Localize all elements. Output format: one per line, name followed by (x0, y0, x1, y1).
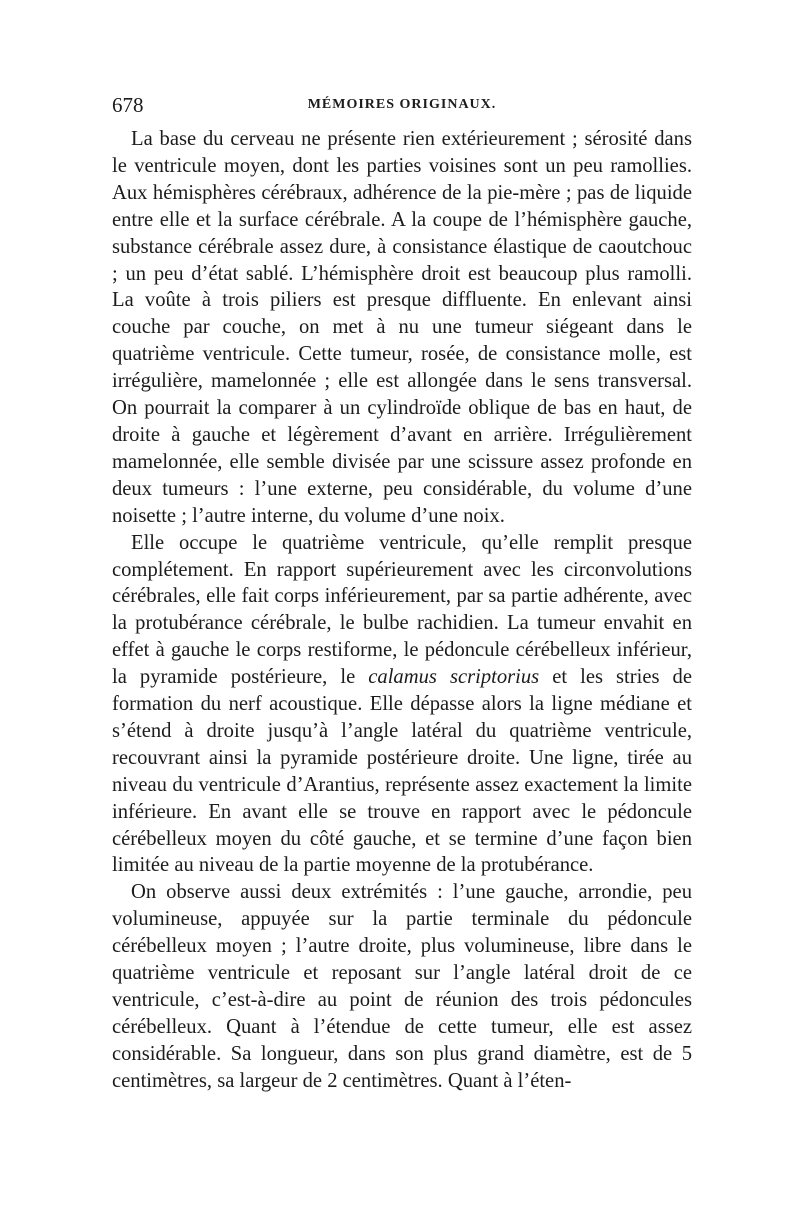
paragraph-3: On observe aussi deux extrémités : l’une gauche, arrondie, peu volumineuse, appuyée sur la partie terminale du pédoncule cérébelleux moyen ; l’autre droite, plus volumineuse, libre dans le quatrième ventricule et reposant sur l’angle latéral droit de ce ventricule, c’est-à-dire au point de réunion des trois pédoncules cérébelleux. Quant à l’étendue de cette tumeur, elle est assez considérable. Sa longueur, dans son plus grand diamètre, est de 5 centimètres, sa largeur de 2 centimètres. Quant à l’éten- (112, 881, 692, 1092)
body-text (112, 126, 692, 1095)
paragraph-2-text-after: et les stries de formation du nerf acoustique. Elle dépasse alors la ligne médiane et s’étend à droite jusqu’à l’angle latéral du quatrième ventricule, recouvrant ainsi la pyramide postérieure droite. Une ligne, tirée au niveau du ventricule d’Arantius, représente assez exactement la limite inférieure. En avant elle se trouve en rapport avec le pédoncule cérébelleux moyen du côté gauche, et se termine d’une façon bien limitée au niveau de la partie moyenne de la protubérance. (112, 666, 692, 877)
running-header (112, 88, 692, 122)
paragraph-2 (112, 530, 692, 880)
running-title: MÉMOIRES ORIGINAUX. (307, 97, 497, 112)
italic-term: calamus scriptorius (368, 666, 540, 689)
paragraph-2-text-before: Elle occupe le quatrième ventricule, qu’elle remplit presque complétement. En rapport supérieurement avec les circonvolutions cérébrales, elle fait corps inférieurement, par sa partie adhérente, avec la protubérance cérébrale, le bulbe rachidien. La tumeur envahit en effet à gauche le corps restiforme, le pédoncule cérébelleux inférieur, la pyramide postérieure, le (112, 531, 692, 689)
book-page (112, 88, 692, 1095)
paragraph-1: La base du cerveau ne présente rien extérieurement ; sérosité dans le ventricule moyen, dont les parties voisines sont un peu ramollies. Aux hémisphères cérébraux, adhérence de la pie-mère ; pas de liquide entre elle et la surface cérébrale. A la coupe de l’hémisphère gauche, substance cérébrale assez dure, à consistance élastique de caoutchouc ; un peu d’état sablé. L’hémisphère droit est beaucoup plus ramolli. La voûte à trois piliers est presque diffluente. En enlevant ainsi couche par couche, on met à nu une tumeur siégeant dans le quatrième ventricule. Cette tumeur, rosée, de consistance molle, est irrégulière, mamelonnée ; elle est allongée dans le sens transversal. On pourrait la comparer à un cylindroïde oblique de bas en haut, de droite à gauche et légèrement d’avant en arrière. Irrégulièrement mamelonnée, elle semble divisée par une scissure assez profonde en deux tumeurs : l’une externe, peu considérable, du volume d’une noisette ; l’autre interne, du volume d’une noix. (112, 128, 692, 527)
page-number: 678 (112, 93, 144, 117)
